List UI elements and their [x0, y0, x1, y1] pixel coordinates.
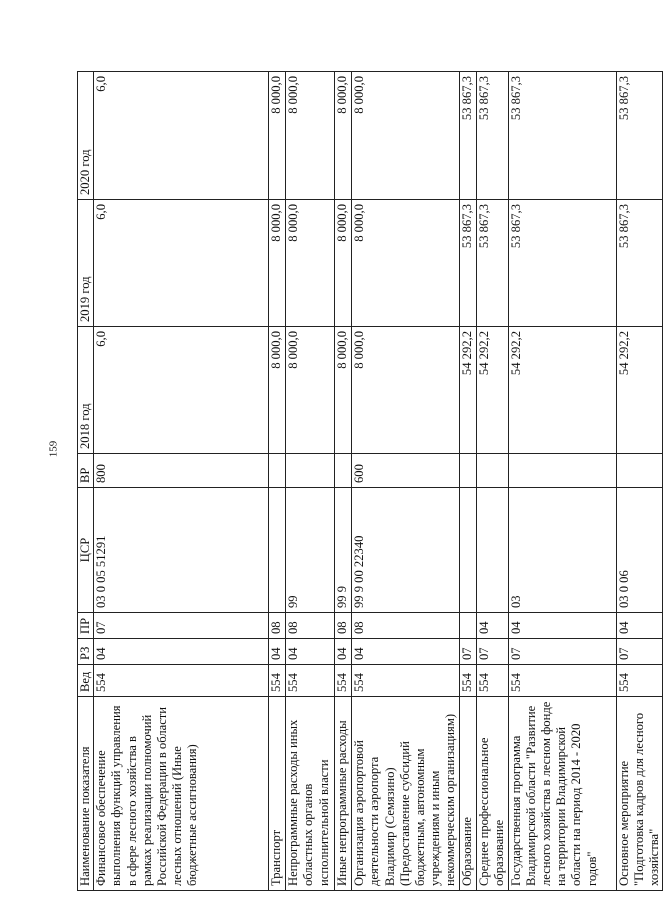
- header-csr: ЦСР: [78, 488, 94, 613]
- header-name: Наименование показателя: [78, 697, 94, 891]
- table-row: [352, 72, 459, 891]
- row-ved: 554: [459, 665, 476, 697]
- row-vr: [269, 454, 286, 488]
- row-rz: 04: [269, 639, 286, 665]
- row-pr: 08: [286, 613, 335, 639]
- table-row: [476, 72, 508, 891]
- row-2018: 54 292,2: [616, 327, 663, 454]
- row-vr: [286, 454, 335, 488]
- table-row: [269, 72, 286, 891]
- row-pr: 08: [352, 613, 459, 639]
- row-pr: 08: [269, 613, 286, 639]
- row-pr: [459, 613, 476, 639]
- row-2018: 6,0: [94, 327, 269, 454]
- row-2020: 53 867,3: [459, 72, 476, 200]
- row-csr: 03 0 06: [616, 488, 663, 613]
- row-ved: 554: [476, 665, 508, 697]
- row-2019: 8 000,0: [335, 200, 352, 327]
- row-2020: 8 000,0: [286, 72, 335, 200]
- row-name: Финансовое обеспечение выполнения функций управления в сфере лесного хозяйства в рамках реализации полномочий Российской Федерации в области лесных отношений (Иные бюджетные ассигнования): [94, 697, 269, 891]
- row-csr: 99 9 00 22340: [352, 488, 459, 613]
- row-2019: 53 867,3: [459, 200, 476, 327]
- row-rz: 04: [335, 639, 352, 665]
- row-ved: 554: [94, 665, 269, 697]
- header-2020: 2020 год: [78, 72, 94, 200]
- row-2018: 54 292,2: [476, 327, 508, 454]
- row-2020: 53 867,3: [508, 72, 616, 200]
- header-rz: РЗ: [78, 639, 94, 665]
- row-name: Среднее профессиональное образование: [476, 697, 508, 891]
- row-rz: 04: [286, 639, 335, 665]
- row-ved: 554: [269, 665, 286, 697]
- row-pr: 04: [616, 613, 663, 639]
- row-2018: 8 000,0: [335, 327, 352, 454]
- row-2020: 53 867,3: [616, 72, 663, 200]
- row-vr: [459, 454, 476, 488]
- row-2018: 54 292,2: [459, 327, 476, 454]
- row-2018: 8 000,0: [286, 327, 335, 454]
- row-2019: 53 867,3: [616, 200, 663, 327]
- header-pr: ПР: [78, 613, 94, 639]
- row-csr: 03 0 05 51291: [94, 488, 269, 613]
- rotated-page: [77, 72, 662, 891]
- table-row: [616, 72, 663, 891]
- row-csr: [459, 488, 476, 613]
- page-number: 159: [47, 440, 60, 458]
- row-ved: 554: [352, 665, 459, 697]
- header-vr: ВР: [78, 454, 94, 488]
- row-2020: 8 000,0: [335, 72, 352, 200]
- row-name: Организация аэропортовой деятельности аэропорта Владимир (Семязино) (Предоставление субсидий бюджетным, автономным учреждениям и иным некоммерческим организациям): [352, 697, 459, 891]
- row-name: Иные непрограммные расходы: [335, 697, 352, 891]
- row-ved: 554: [616, 665, 663, 697]
- row-2018: 54 292,2: [508, 327, 616, 454]
- row-rz: 07: [616, 639, 663, 665]
- header-ved: Вед: [78, 665, 94, 697]
- row-name: Образование: [459, 697, 476, 891]
- row-2020: 8 000,0: [352, 72, 459, 200]
- row-name: Непрограммные расходы иных областных органов исполнительной власти: [286, 697, 335, 891]
- table-row: [335, 72, 352, 891]
- row-2019: 8 000,0: [352, 200, 459, 327]
- table-row: [286, 72, 335, 891]
- row-vr: [476, 454, 508, 488]
- row-ved: 554: [335, 665, 352, 697]
- row-vr: [508, 454, 616, 488]
- row-csr: [476, 488, 508, 613]
- row-2020: 53 867,3: [476, 72, 508, 200]
- row-csr: 03: [508, 488, 616, 613]
- row-rz: 07: [476, 639, 508, 665]
- row-name: Государственная программа Владимирской области "Развитие лесного хозяйства в лесном фонде на территории Владимирской области на период 2014 - 2020 годов": [508, 697, 616, 891]
- row-vr: [616, 454, 663, 488]
- row-vr: [335, 454, 352, 488]
- row-pr: 07: [94, 613, 269, 639]
- row-ved: 554: [286, 665, 335, 697]
- row-rz: 04: [352, 639, 459, 665]
- row-2020: 8 000,0: [269, 72, 286, 200]
- row-rz: 07: [508, 639, 616, 665]
- header-2018: 2018 год: [78, 327, 94, 454]
- row-rz: 07: [459, 639, 476, 665]
- header-2019: 2019 год: [78, 200, 94, 327]
- row-2018: 8 000,0: [269, 327, 286, 454]
- row-rz: 04: [94, 639, 269, 665]
- table-row: [508, 72, 616, 891]
- budget-table: [77, 71, 663, 891]
- row-2019: 8 000,0: [286, 200, 335, 327]
- table-row: [459, 72, 476, 891]
- row-csr: [269, 488, 286, 613]
- row-pr: 08: [335, 613, 352, 639]
- row-2019: 6,0: [94, 200, 269, 327]
- row-2019: 53 867,3: [508, 200, 616, 327]
- table-row: [94, 72, 269, 891]
- row-csr: 99 9: [335, 488, 352, 613]
- row-name: Основное мероприятие "Подготовка кадров для лесного хозяйства": [616, 697, 663, 891]
- row-name: Транспорт: [269, 697, 286, 891]
- row-pr: 04: [476, 613, 508, 639]
- header-row: [78, 72, 94, 891]
- row-2019: 8 000,0: [269, 200, 286, 327]
- row-2019: 53 867,3: [476, 200, 508, 327]
- row-ved: 554: [508, 665, 616, 697]
- row-vr: 600: [352, 454, 459, 488]
- row-pr: 04: [508, 613, 616, 639]
- row-2018: 8 000,0: [352, 327, 459, 454]
- row-vr: 800: [94, 454, 269, 488]
- row-2020: 6,0: [94, 72, 269, 200]
- row-csr: 99: [286, 488, 335, 613]
